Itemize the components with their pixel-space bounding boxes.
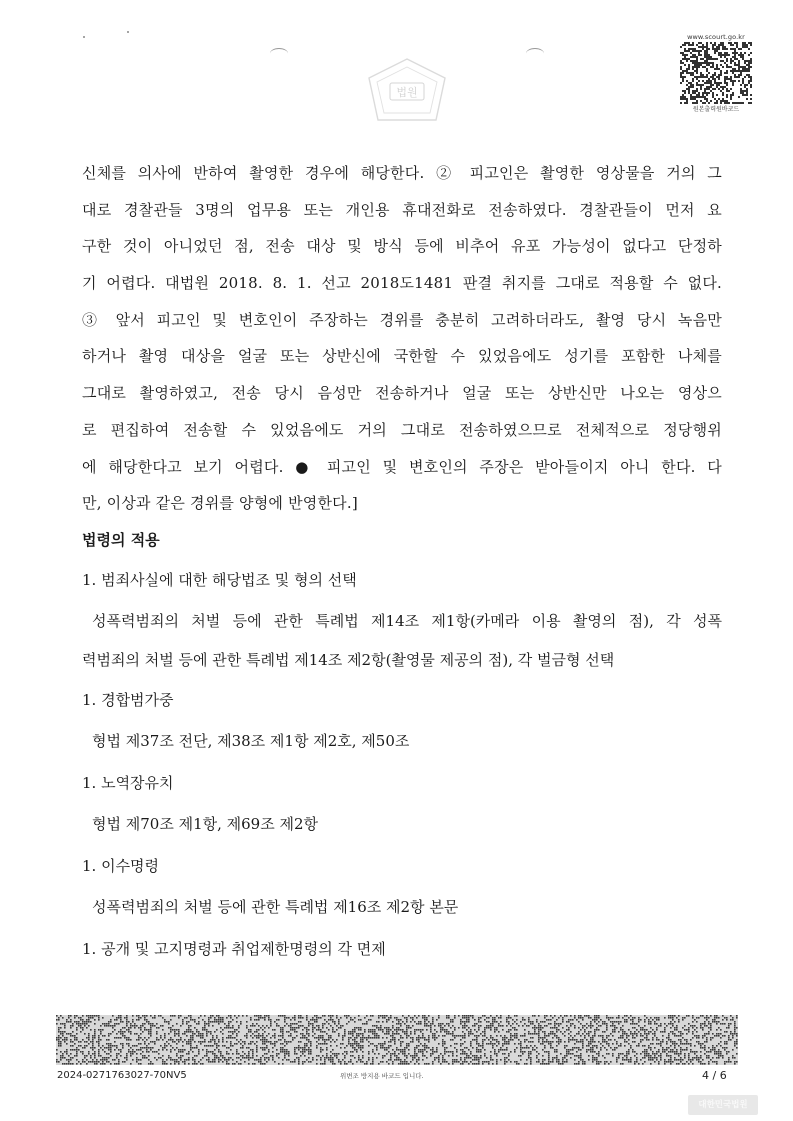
court-logo-mark [688,1095,758,1115]
page-number: 4 / 6 [702,1069,727,1082]
text-line: 그대로 촬영하였고, 전송 당시 음성만 전송하거나 얼굴 또는 상반신만 나오는 영상으 [82,384,722,403]
text-line: 하거나 촬영 대상을 얼굴 또는 상반신에 국한할 수 있었음에도 성기를 포함한 나체를 [82,347,722,366]
item-text: 력범죄의 처벌 등에 관한 특례법 제14조 제2항(촬영물 제공의 점), 각 벌금형 선택 [82,650,615,669]
item-text: 형법 제37조 전단, 제38조 제1항 제2호, 제50조 [92,731,410,750]
item-text: 형법 제70조 제1항, 제69조 제2항 [92,814,319,833]
scan-speck [127,31,129,33]
item-text: 성폭력범죄의 처벌 등에 관한 특례법 제16조 제2항 본문 [92,897,459,916]
item-title: 1. 노역장유치 [82,773,174,792]
punch-hole-mark-left [270,48,288,59]
text-line: 로 편집하여 전송할 수 있었음에도 거의 그대로 전송하였으므로 전체적으로 정당행위 [82,420,722,439]
svg-text:법원: 법원 [396,86,418,99]
item-title: 1. 경합범가중 [82,690,174,709]
item-title: 1. 이수명령 [82,856,160,875]
paragraph-judgment-reasoning [82,155,722,522]
text-line: 대로 경찰관들 3명의 업무용 또는 개인용 휴대전화로 전송하였다. 경찰관들이 먼저 요 [82,200,722,219]
item-title: 1. 공개 및 고지명령과 취업제한명령의 각 면제 [82,939,386,958]
punch-hole-mark-right [526,48,544,59]
text-line: 기 어렵다. 대법원 2018. 8. 1. 선고 2018도1481 판결 취지를 그대로 적용할 수 없다. [82,274,722,293]
anti-forgery-barcode [56,1015,738,1065]
original-output-barcode [680,42,752,104]
scan-speck [83,36,85,38]
barcode-note: 위변조 방지용 바코드 입니다. [340,1072,424,1080]
court-seal-watermark [362,56,452,126]
text-line: 구한 것이 아니었던 점, 전송 대상 및 방식 등에 비추어 유포 가능성이 없다고 단정하 [82,237,722,256]
document-id: 2024-0271763027-70NV5 [57,1070,187,1081]
document-body [82,155,722,970]
text-line: 신체를 의사에 반하여 촬영한 경우에 해당한다. ② 피고인은 촬영한 영상물을 거의 그 [82,164,722,182]
qr-url: www.scourt.go.kr [687,33,745,41]
text-line: ③ 앞서 피고인 및 변호인이 주장하는 경위를 충분히 고려하더라도, 촬영 당시 녹음만 [82,310,722,329]
qr-label: 원본출력원바코드 [692,106,740,113]
item-text: 성폭력범죄의 처벌 등에 관한 특례법 제14조 제1항(카메라 이용 촬영의 점), 각 성폭 [92,611,722,630]
text-line: 에 해당한다고 보기 어렵다. ● 피고인 및 변호인의 주장은 받아들이지 아니 한다. 다 [82,457,722,476]
item-title: 1. 범죄사실에 대한 해당법조 및 형의 선택 [82,570,357,589]
court-mark-text: 대한민국법원 [698,1100,748,1110]
section-heading: 법령의 적용 [82,530,160,549]
text-line: 만, 이상과 같은 경위를 양형에 반영한다.] [82,494,358,513]
